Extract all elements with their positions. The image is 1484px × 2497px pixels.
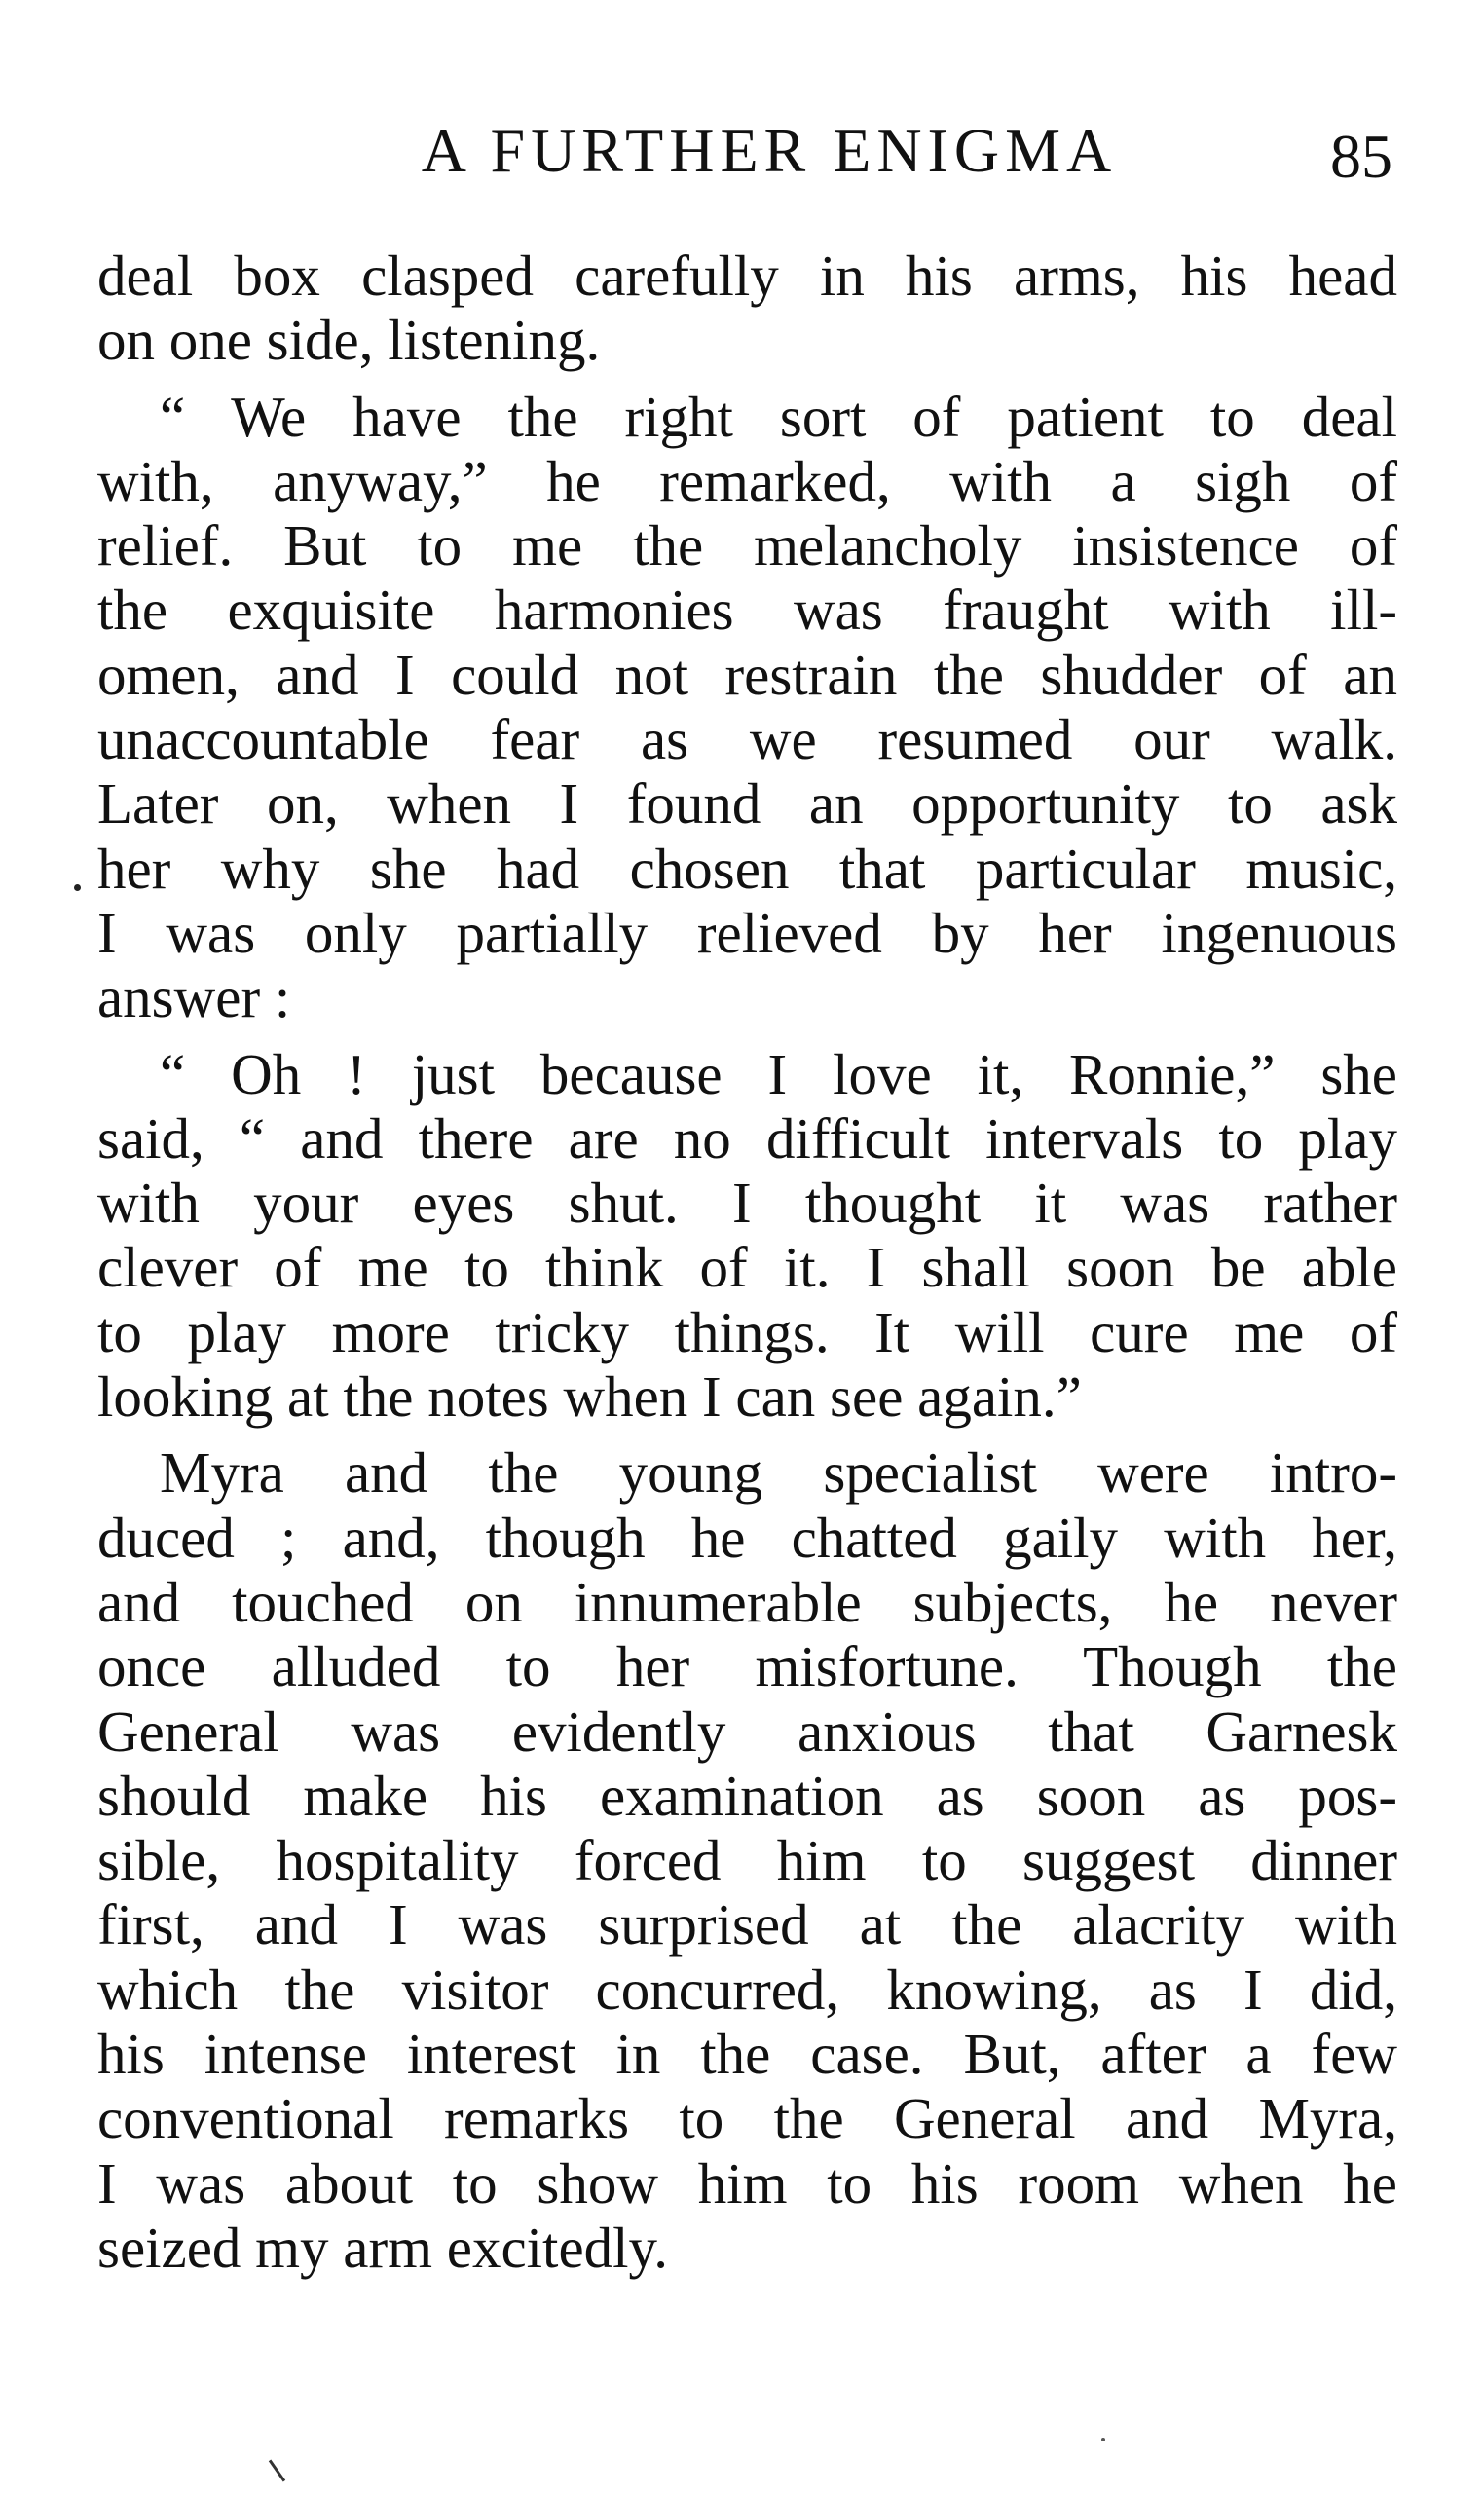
paragraph-4 bbox=[97, 1440, 1397, 2280]
page-number: 85 bbox=[1330, 122, 1392, 191]
scan-speck bbox=[1101, 2438, 1105, 2441]
text-line: Myra and the young specialist were intro- bbox=[160, 1440, 1397, 1506]
text-line: his intense interest in the case. But, after a few bbox=[97, 2022, 1397, 2087]
text-line: I was only partially relieved by her ingenuous bbox=[97, 900, 1397, 965]
text-line: her why she had chosen that particular music, bbox=[97, 836, 1397, 901]
text-line: duced ; and, though he chatted gaily with her, bbox=[97, 1505, 1397, 1570]
text-line: and touched on innumerable subjects, he never bbox=[97, 1569, 1397, 1634]
text-line: which the visitor concurred, knowing, as I did, bbox=[97, 1957, 1397, 2022]
paragraph-1 bbox=[97, 243, 1397, 373]
text-line: answer : bbox=[97, 965, 291, 1030]
text-line: first, and I was surprised at the alacrity with bbox=[97, 1892, 1397, 1957]
paragraph-2 bbox=[97, 385, 1397, 1030]
text-line: unaccountable fear as we resumed our walk. bbox=[97, 707, 1397, 772]
text-line: once alluded to her misfortune. Though the bbox=[97, 1634, 1397, 1699]
scan-speck bbox=[269, 2459, 285, 2481]
text-line: seized my arm excitedly. bbox=[97, 2215, 668, 2280]
page-header bbox=[97, 112, 1392, 190]
text-line: to play more tricky things. It will cure me of bbox=[97, 1299, 1397, 1364]
text-line: the exquisite harmonies was fraught with ill- bbox=[97, 578, 1397, 643]
body-text bbox=[97, 243, 1397, 2280]
text-line: sible, hospitality forced him to suggest dinner bbox=[97, 1828, 1397, 1893]
margin-speck bbox=[74, 884, 81, 891]
text-line: with, anyway,” he remarked, with a sigh of bbox=[97, 448, 1397, 513]
text-line: looking at the notes when I can see again.” bbox=[97, 1364, 1082, 1430]
text-line: with your eyes shut. I thought it was rather bbox=[97, 1171, 1397, 1236]
text-line: on one side, listening. bbox=[97, 308, 601, 373]
text-line: omen, and I could not restrain the shudder of an bbox=[97, 642, 1397, 707]
text-line: clever of me to think of it. I shall soon be able bbox=[97, 1235, 1397, 1300]
text-line: deal box clasped carefully in his arms, his head bbox=[97, 243, 1397, 308]
text-line: I was about to show him to his room when he bbox=[97, 2150, 1397, 2216]
text-line: Later on, when I found an opportunity to ask bbox=[97, 771, 1397, 837]
text-line: “ Oh ! just because I love it, Ronnie,” she bbox=[160, 1041, 1397, 1106]
text-line: said, “ and there are no difficult intervals to play bbox=[97, 1105, 1397, 1171]
text-line: relief. But to me the melancholy insistence of bbox=[97, 513, 1397, 578]
text-line: “ We have the right sort of patient to deal bbox=[160, 384, 1397, 449]
text-line: General was evidently anxious that Garnesk bbox=[97, 1698, 1397, 1764]
text-line: conventional remarks to the General and Myra, bbox=[97, 2086, 1397, 2151]
paragraph-3 bbox=[97, 1042, 1397, 1430]
text-line: should make his examination as soon as pos- bbox=[97, 1763, 1397, 1828]
running-title: A FURTHER ENIGMA bbox=[421, 116, 1118, 185]
